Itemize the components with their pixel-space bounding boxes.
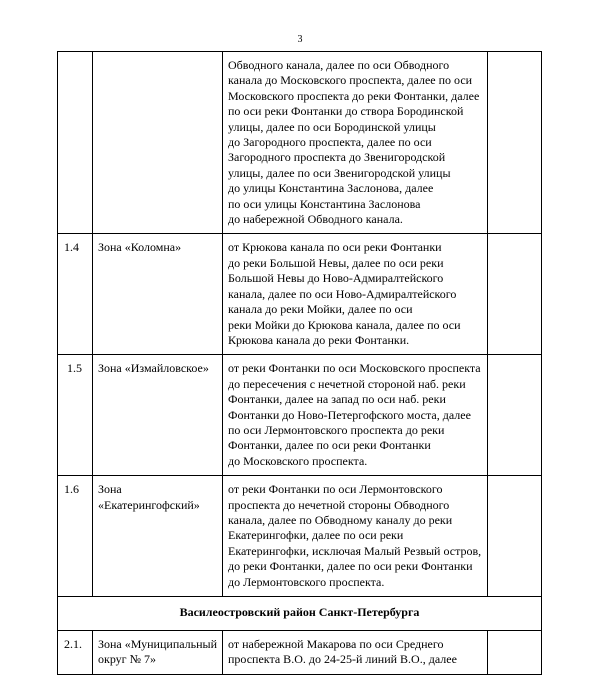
zone-boundary-description-line: Фонтанки, далее на запад по оси наб. реки	[228, 392, 446, 407]
zone-boundary-description-line: Московского проспекта до реки Фонтанки, далее	[228, 88, 480, 103]
zone-boundary-description-line: от реки Фонтанки по оси Лермонтовского	[228, 482, 443, 497]
empty-cell	[488, 234, 542, 355]
zone-boundary-description-line: от Крюкова канала по оси реки Фонтанки	[228, 240, 442, 255]
zone-boundary-description	[223, 631, 488, 675]
table-row	[58, 355, 542, 476]
zone-boundary-description	[223, 234, 488, 355]
page-number: 3	[297, 34, 303, 45]
zone-boundary-description-line: канала до Московского проспекта, далее по оси	[228, 73, 473, 88]
zone-boundary-description-line: до пересечения с нечетной стороной наб. реки	[228, 376, 466, 391]
zone-boundary-description-line: Обводного канала, далее по оси Обводного	[228, 58, 450, 72]
table-row	[58, 631, 542, 675]
zone-boundary-description-line: канала, далее по Обводному каналу до реки	[228, 512, 453, 527]
zone-boundary-description	[223, 476, 488, 597]
zone-name-line: Зона «Муниципальный	[98, 637, 218, 651]
zone-boundary-description-line: проспекта В.О. до 24-25-й линий В.О., далее	[228, 652, 457, 667]
zone-name-line: Зона «Коломна»	[98, 240, 182, 255]
zone-boundary-description-line: проспекта до нечетной стороны Обводного	[228, 497, 450, 512]
zone-name-line: округ № 7»	[98, 652, 157, 667]
zone-boundary-description-line: улицы, далее по оси Бородинской улицы	[228, 119, 436, 134]
table-row	[58, 234, 542, 355]
zone-boundary-description-line: Екатерингофки, далее по оси реки	[228, 528, 404, 543]
zone-boundary-description-line: до набережной Обводного канала.	[228, 212, 403, 227]
row-number: 2.1.	[58, 631, 93, 675]
zone-boundary-description	[223, 355, 488, 476]
zone-boundary-description-line: Фонтанки до Ново-Петергофского моста, далее	[228, 407, 471, 422]
zone-boundary-description-line: до Загородного проспекта, далее по оси	[228, 135, 432, 150]
zone-boundary-description	[223, 52, 488, 234]
zone-boundary-description-line: до Московского проспекта.	[228, 453, 368, 468]
zone-name-line: Зона	[98, 482, 122, 497]
zone-name	[93, 631, 223, 675]
zone-boundary-description-line: до реки Большой Невы, далее по оси реки	[228, 255, 444, 270]
zone-boundary-description-line: от реки Фонтанки по оси Московского проспекта	[228, 361, 481, 376]
zone-boundary-description-line: улицы, далее по оси Звенигородской улицы	[228, 165, 451, 180]
zone-boundary-description-line: канала, далее по оси Ново-Адмиралтейского	[228, 286, 457, 301]
row-number: 1.4	[58, 234, 93, 355]
zone-boundary-description-line: по оси реки Фонтанки до створа Бородинской	[228, 104, 464, 119]
zone-boundary-description-line: от набережной Макарова по оси Среднего	[228, 637, 444, 651]
empty-cell	[488, 476, 542, 597]
row-number: 1.6	[58, 476, 93, 597]
zone-boundary-description-line: Екатерингофки, исключая Малый Резвый остров,	[228, 543, 482, 558]
zone-boundary-description-line: Загородного проспекта до Звенигородской	[228, 150, 446, 165]
zone-name	[93, 355, 223, 476]
empty-cell	[488, 631, 542, 675]
empty-cell	[488, 355, 542, 476]
empty-cell	[488, 52, 542, 234]
zone-boundary-description-line: канала до реки Мойки, далее по оси	[228, 302, 413, 317]
zone-boundary-description-line: до улицы Константина Заслонова, далее	[228, 181, 434, 196]
zone-name-line: «Екатерингофский»	[98, 497, 200, 512]
zone-boundary-description-line: до реки Фонтанки, далее по оси реки Фонтанки	[228, 559, 473, 574]
zone-name	[93, 234, 223, 355]
zones-table	[57, 51, 542, 675]
row-number: 1.5	[58, 355, 93, 476]
zone-name	[93, 476, 223, 597]
zone-boundary-description-line: по оси Лермонтовского проспекта до реки	[228, 422, 445, 437]
zone-name	[93, 52, 223, 234]
table-row	[58, 476, 542, 597]
section-heading: Василеостровский район Санкт-Петербурга	[58, 597, 542, 631]
zone-boundary-description-line: Большой Невы до Ново-Адмиралтейского	[228, 271, 444, 286]
section-row	[58, 597, 542, 631]
zone-boundary-description-line: по оси улицы Константина Заслонова	[228, 196, 421, 211]
zone-boundary-description-line: Крюкова канала до реки Фонтанки.	[228, 332, 410, 347]
zone-boundary-description-line: до Лермонтовского проспекта.	[228, 574, 385, 589]
row-number	[58, 52, 93, 234]
table-row	[58, 52, 542, 234]
zone-boundary-description-line: реки Мойки до Крюкова канала, далее по оси	[228, 317, 461, 332]
zone-name-line: Зона «Измайловское»	[98, 361, 209, 376]
zone-boundary-description-line: Фонтанки, далее по оси реки Фонтанки	[228, 438, 431, 453]
